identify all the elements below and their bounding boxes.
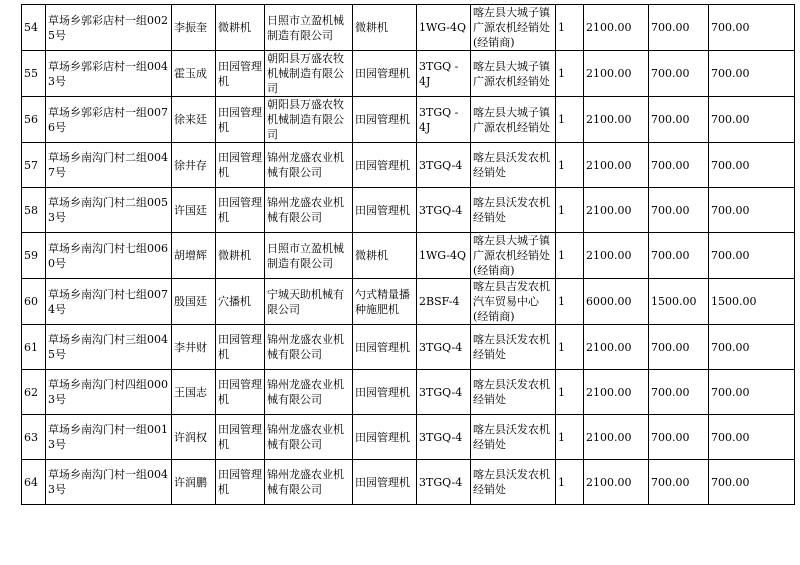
cell-quantity: 1 xyxy=(556,415,584,460)
cell-product-name: 勺式精量播种施肥机 xyxy=(353,279,417,325)
cell-dealer: 喀左县沃发农机经销处 xyxy=(471,415,556,460)
table-row xyxy=(22,143,795,188)
cell-address: 草场乡郭彩店村一组0025号 xyxy=(46,5,172,51)
table-row xyxy=(22,5,795,51)
table-row xyxy=(22,460,795,505)
table-row xyxy=(22,233,795,279)
cell-category: 田园管理机 xyxy=(216,188,265,233)
cell-total-subsidy: 700.00 xyxy=(709,460,795,505)
cell-manufacturer: 锦州龙盛农业机械有限公司 xyxy=(265,188,353,233)
cell-dealer: 喀左县沃发农机经销处 xyxy=(471,143,556,188)
cell-sale-price: 2100.00 xyxy=(584,143,649,188)
cell-sale-price: 2100.00 xyxy=(584,5,649,51)
cell-address: 草场乡南沟门村三组0045号 xyxy=(46,325,172,370)
cell-total-subsidy: 700.00 xyxy=(709,233,795,279)
cell-name: 王国志 xyxy=(172,370,216,415)
cell-total-subsidy: 700.00 xyxy=(709,97,795,143)
cell-manufacturer: 朝阳县万盛农牧机械制造有限公司 xyxy=(265,97,353,143)
cell-name: 徐井存 xyxy=(172,143,216,188)
cell-row-number: 59 xyxy=(22,233,46,279)
cell-unit-subsidy: 700.00 xyxy=(649,460,709,505)
cell-row-number: 57 xyxy=(22,143,46,188)
cell-sale-price: 2100.00 xyxy=(584,233,649,279)
cell-category: 田园管理机 xyxy=(216,460,265,505)
cell-unit-subsidy: 700.00 xyxy=(649,51,709,97)
cell-model: 3TGQ - 4J xyxy=(417,97,471,143)
cell-product-name: 田园管理机 xyxy=(353,188,417,233)
cell-unit-subsidy: 700.00 xyxy=(649,97,709,143)
cell-category: 田园管理机 xyxy=(216,51,265,97)
cell-category: 田园管理机 xyxy=(216,143,265,188)
cell-unit-subsidy: 700.00 xyxy=(649,188,709,233)
cell-row-number: 62 xyxy=(22,370,46,415)
cell-category: 田园管理机 xyxy=(216,370,265,415)
cell-quantity: 1 xyxy=(556,5,584,51)
cell-quantity: 1 xyxy=(556,279,584,325)
cell-unit-subsidy: 700.00 xyxy=(649,415,709,460)
cell-quantity: 1 xyxy=(556,97,584,143)
cell-name: 许国廷 xyxy=(172,188,216,233)
cell-sale-price: 6000.00 xyxy=(584,279,649,325)
cell-sale-price: 2100.00 xyxy=(584,188,649,233)
cell-unit-subsidy: 1500.00 xyxy=(649,279,709,325)
cell-total-subsidy: 700.00 xyxy=(709,415,795,460)
cell-name: 李井财 xyxy=(172,325,216,370)
cell-model: 3TGQ-4 xyxy=(417,370,471,415)
cell-total-subsidy: 700.00 xyxy=(709,51,795,97)
cell-sale-price: 2100.00 xyxy=(584,460,649,505)
cell-quantity: 1 xyxy=(556,233,584,279)
cell-product-name: 微耕机 xyxy=(353,233,417,279)
cell-total-subsidy: 700.00 xyxy=(709,188,795,233)
cell-product-name: 田园管理机 xyxy=(353,415,417,460)
cell-address: 草场乡南沟门村四组0003号 xyxy=(46,370,172,415)
cell-quantity: 1 xyxy=(556,188,584,233)
cell-unit-subsidy: 700.00 xyxy=(649,325,709,370)
cell-product-name: 田园管理机 xyxy=(353,325,417,370)
cell-dealer: 喀左县大城子镇广源农机经销处(经销商) xyxy=(471,233,556,279)
cell-dealer: 喀左县吉发农机汽车贸易中心(经销商) xyxy=(471,279,556,325)
cell-quantity: 1 xyxy=(556,370,584,415)
cell-name: 霍玉成 xyxy=(172,51,216,97)
cell-address: 草场乡南沟门村二组0053号 xyxy=(46,188,172,233)
cell-product-name: 田园管理机 xyxy=(353,51,417,97)
table-row xyxy=(22,370,795,415)
cell-sale-price: 2100.00 xyxy=(584,51,649,97)
cell-product-name: 田园管理机 xyxy=(353,460,417,505)
cell-model: 3TGQ-4 xyxy=(417,325,471,370)
cell-dealer: 喀左县大城子镇广源农机经销处(经销商) xyxy=(471,5,556,51)
cell-unit-subsidy: 700.00 xyxy=(649,233,709,279)
cell-dealer: 喀左县沃发农机经销处 xyxy=(471,370,556,415)
cell-row-number: 56 xyxy=(22,97,46,143)
cell-row-number: 55 xyxy=(22,51,46,97)
subsidy-table xyxy=(21,4,795,505)
cell-sale-price: 2100.00 xyxy=(584,97,649,143)
cell-product-name: 田园管理机 xyxy=(353,370,417,415)
cell-product-name: 田园管理机 xyxy=(353,143,417,188)
cell-model: 2BSF-4 xyxy=(417,279,471,325)
table-row xyxy=(22,188,795,233)
cell-quantity: 1 xyxy=(556,143,584,188)
cell-unit-subsidy: 700.00 xyxy=(649,370,709,415)
cell-address: 草场乡郭彩店村一组0043号 xyxy=(46,51,172,97)
cell-address: 草场乡南沟门村一组0043号 xyxy=(46,460,172,505)
cell-model: 3TGQ-4 xyxy=(417,460,471,505)
cell-dealer: 喀左县沃发农机经销处 xyxy=(471,325,556,370)
cell-total-subsidy: 700.00 xyxy=(709,5,795,51)
cell-sale-price: 2100.00 xyxy=(584,370,649,415)
cell-model: 1WG-4Q xyxy=(417,5,471,51)
cell-dealer: 喀左县沃发农机经销处 xyxy=(471,188,556,233)
cell-manufacturer: 日照市立盈机械制造有限公司 xyxy=(265,233,353,279)
cell-row-number: 60 xyxy=(22,279,46,325)
cell-dealer: 喀左县大城子镇广源农机经销处 xyxy=(471,51,556,97)
cell-name: 徐来廷 xyxy=(172,97,216,143)
cell-row-number: 64 xyxy=(22,460,46,505)
cell-manufacturer: 锦州龙盛农业机械有限公司 xyxy=(265,460,353,505)
cell-quantity: 1 xyxy=(556,325,584,370)
cell-category: 穴播机 xyxy=(216,279,265,325)
cell-address: 草场乡郭彩店村一组0076号 xyxy=(46,97,172,143)
cell-sale-price: 2100.00 xyxy=(584,325,649,370)
cell-model: 3TGQ-4 xyxy=(417,188,471,233)
cell-manufacturer: 锦州龙盛农业机械有限公司 xyxy=(265,325,353,370)
cell-manufacturer: 宁城天助机械有限公司 xyxy=(265,279,353,325)
cell-quantity: 1 xyxy=(556,460,584,505)
cell-name: 许润鹏 xyxy=(172,460,216,505)
cell-name: 胡增辉 xyxy=(172,233,216,279)
cell-address: 草场乡南沟门村二组0047号 xyxy=(46,143,172,188)
cell-address: 草场乡南沟门村一组0013号 xyxy=(46,415,172,460)
cell-name: 李振奎 xyxy=(172,5,216,51)
cell-manufacturer: 锦州龙盛农业机械有限公司 xyxy=(265,370,353,415)
cell-row-number: 63 xyxy=(22,415,46,460)
cell-category: 田园管理机 xyxy=(216,325,265,370)
cell-dealer: 喀左县大城子镇广源农机经销处 xyxy=(471,97,556,143)
cell-total-subsidy: 700.00 xyxy=(709,370,795,415)
cell-address: 草场乡南沟门村七组0060号 xyxy=(46,233,172,279)
cell-product-name: 微耕机 xyxy=(353,5,417,51)
cell-model: 3TGQ-4 xyxy=(417,415,471,460)
cell-manufacturer: 锦州龙盛农业机械有限公司 xyxy=(265,143,353,188)
table-row xyxy=(22,97,795,143)
cell-manufacturer: 朝阳县万盛农牧机械制造有限公司 xyxy=(265,51,353,97)
cell-category: 微耕机 xyxy=(216,5,265,51)
cell-model: 3TGQ - 4J xyxy=(417,51,471,97)
cell-model: 1WG-4Q xyxy=(417,233,471,279)
cell-manufacturer: 日照市立盈机械制造有限公司 xyxy=(265,5,353,51)
cell-model: 3TGQ-4 xyxy=(417,143,471,188)
cell-address: 草场乡南沟门村七组0074号 xyxy=(46,279,172,325)
cell-category: 田园管理机 xyxy=(216,97,265,143)
table-row xyxy=(22,51,795,97)
table-row xyxy=(22,279,795,325)
table-row xyxy=(22,325,795,370)
cell-dealer: 喀左县沃发农机经销处 xyxy=(471,460,556,505)
cell-total-subsidy: 700.00 xyxy=(709,325,795,370)
cell-name: 许润权 xyxy=(172,415,216,460)
cell-row-number: 61 xyxy=(22,325,46,370)
cell-quantity: 1 xyxy=(556,51,584,97)
cell-row-number: 58 xyxy=(22,188,46,233)
cell-total-subsidy: 1500.00 xyxy=(709,279,795,325)
cell-manufacturer: 锦州龙盛农业机械有限公司 xyxy=(265,415,353,460)
cell-sale-price: 2100.00 xyxy=(584,415,649,460)
cell-row-number: 54 xyxy=(22,5,46,51)
cell-product-name: 田园管理机 xyxy=(353,97,417,143)
cell-category: 田园管理机 xyxy=(216,415,265,460)
cell-name: 殷国廷 xyxy=(172,279,216,325)
table-row xyxy=(22,415,795,460)
cell-unit-subsidy: 700.00 xyxy=(649,5,709,51)
cell-unit-subsidy: 700.00 xyxy=(649,143,709,188)
cell-total-subsidy: 700.00 xyxy=(709,143,795,188)
table-body xyxy=(22,5,795,505)
cell-category: 微耕机 xyxy=(216,233,265,279)
